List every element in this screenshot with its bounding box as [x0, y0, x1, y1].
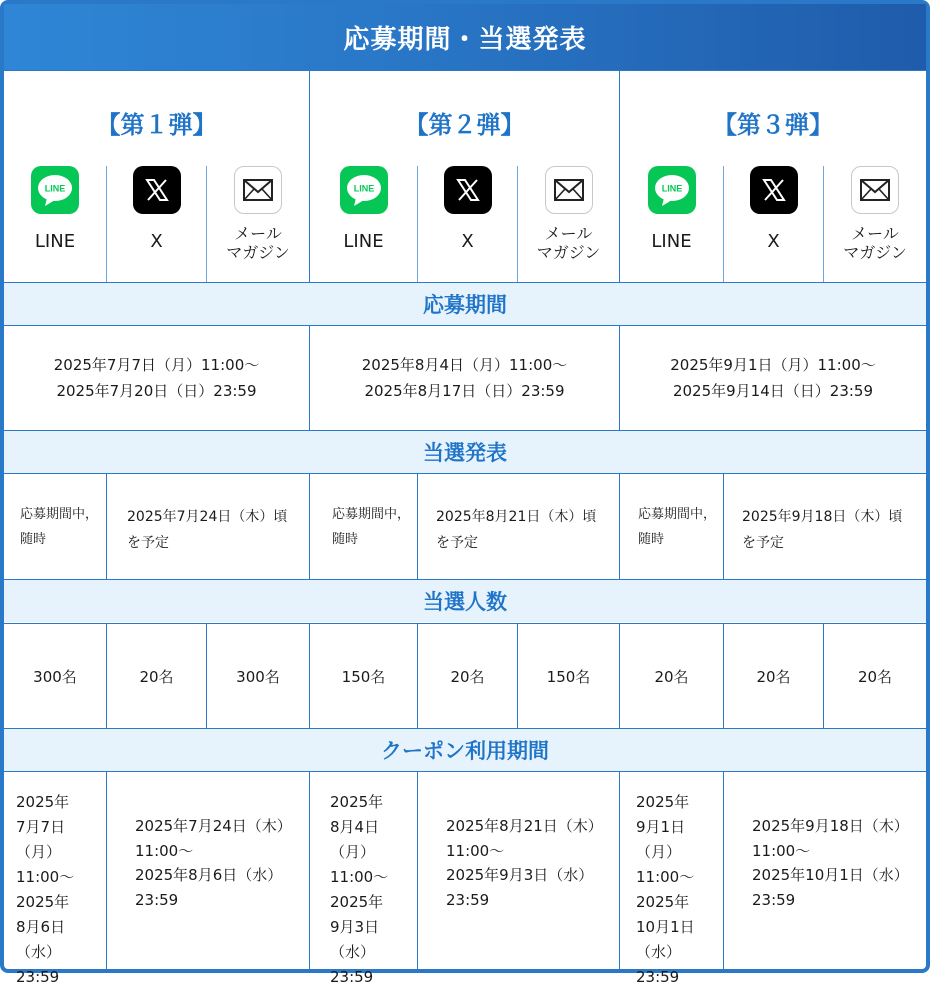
section-coupon-period: クーポン利用期間	[4, 729, 926, 771]
application-period-phase-2: 2025年8月4日（月）11:00～ 2025年8月17日（日）23:59	[361, 356, 568, 400]
channel-mail	[518, 166, 619, 280]
winners-x-phase-2: 20名	[450, 667, 485, 686]
coupon-period-scheduled-phase-3: 2025年9月18日（木） 11:00～ 2025年10月1日（水） 23:59	[752, 817, 909, 909]
divider	[4, 473, 926, 474]
channel-mail	[824, 166, 926, 280]
channel-line	[310, 166, 417, 280]
coupon-period-instant-phase-3: 2025年 9月1日（月） 11:00～ 2025年 10月1日（水） 23:59	[636, 793, 695, 986]
line-icon	[31, 166, 79, 214]
winners-line-phase-1: 300名	[33, 667, 77, 686]
channel-line	[620, 166, 723, 280]
channel-label: X	[767, 231, 780, 252]
channel-label: メール マガジン	[226, 224, 290, 262]
winners-line-phase-2: 150名	[341, 667, 386, 686]
x-logo-icon	[750, 166, 798, 214]
coupon-period-instant-phase-2: 2025年 8月4日（月） 11:00～ 2025年 9月3日（水） 23:59	[330, 793, 389, 986]
announcement-instant-phase-3: 応募期間中， 随時	[638, 507, 717, 547]
line-icon	[648, 166, 696, 214]
coupon-period-instant-phase-1: 2025年 7月7日（月） 11:00～ 2025年 8月6日（水） 23:59	[16, 793, 75, 986]
svg-text:LINE: LINE	[44, 183, 66, 194]
application-period-phase-3: 2025年9月1日（月）11:00～ 2025年9月14日（日）23:59	[670, 356, 876, 400]
envelope-icon	[545, 166, 593, 214]
announcement-instant-phase-2: 応募期間中， 随時	[332, 507, 411, 547]
winners-line-phase-3: 20名	[654, 667, 689, 686]
application-period-phase-1: 2025年7月7日（月）11:00～ 2025年7月20日（日）23:59	[53, 356, 260, 400]
announcement-scheduled-phase-1: 2025年7月24日（木）頃 を予定	[127, 509, 288, 551]
channel-label: LINE	[34, 231, 76, 252]
svg-text:LINE: LINE	[353, 183, 374, 194]
channel-x	[107, 166, 206, 280]
winners-mail-phase-1: 300名	[236, 667, 280, 686]
channel-label: X	[461, 231, 474, 252]
winners-mail-phase-3: 20名	[857, 667, 893, 686]
channel-label: メール マガジン	[536, 224, 601, 262]
x-logo-icon	[444, 166, 492, 214]
line-icon	[340, 166, 388, 214]
announcement-instant-phase-1: 応募期間中， 随時	[20, 507, 99, 547]
divider	[4, 771, 926, 772]
channel-label: X	[150, 231, 163, 252]
section-application-period: 応募期間	[4, 283, 926, 325]
section-announcement: 当選発表	[4, 431, 926, 473]
channel-x	[418, 166, 517, 280]
channel-label: LINE	[343, 231, 384, 252]
announcement-scheduled-phase-3: 2025年9月18日（木）頃 を予定	[742, 509, 903, 551]
channel-label: メール マガジン	[843, 224, 907, 262]
table-title: 応募期間・当選発表	[4, 4, 926, 70]
phase-1-title: 【第１弾】	[96, 110, 217, 139]
announcement-scheduled-phase-2: 2025年8月21日（木）頃 を予定	[436, 509, 597, 551]
x-logo-icon	[133, 166, 181, 214]
channel-mail	[207, 166, 309, 280]
section-winners: 当選人数	[4, 580, 926, 622]
envelope-icon	[234, 166, 282, 214]
channel-x	[724, 166, 823, 280]
winners-x-phase-1: 20名	[139, 667, 174, 686]
winners-mail-phase-2: 150名	[546, 667, 591, 686]
envelope-icon	[851, 166, 899, 214]
svg-text:LINE: LINE	[661, 183, 682, 194]
coupon-period-scheduled-phase-1: 2025年7月24日（木） 11:00～ 2025年8月6日（水） 23:59	[135, 817, 292, 909]
channel-line	[4, 166, 106, 280]
coupon-period-scheduled-phase-2: 2025年8月21日（木） 11:00～ 2025年9月3日（水） 23:59	[446, 817, 603, 909]
winners-x-phase-3: 20名	[756, 667, 791, 686]
divider	[4, 70, 926, 71]
phase-2-title: 【第２弾】	[404, 110, 525, 139]
channel-label: LINE	[651, 231, 692, 252]
phase-3-title: 【第３弾】	[713, 110, 833, 139]
